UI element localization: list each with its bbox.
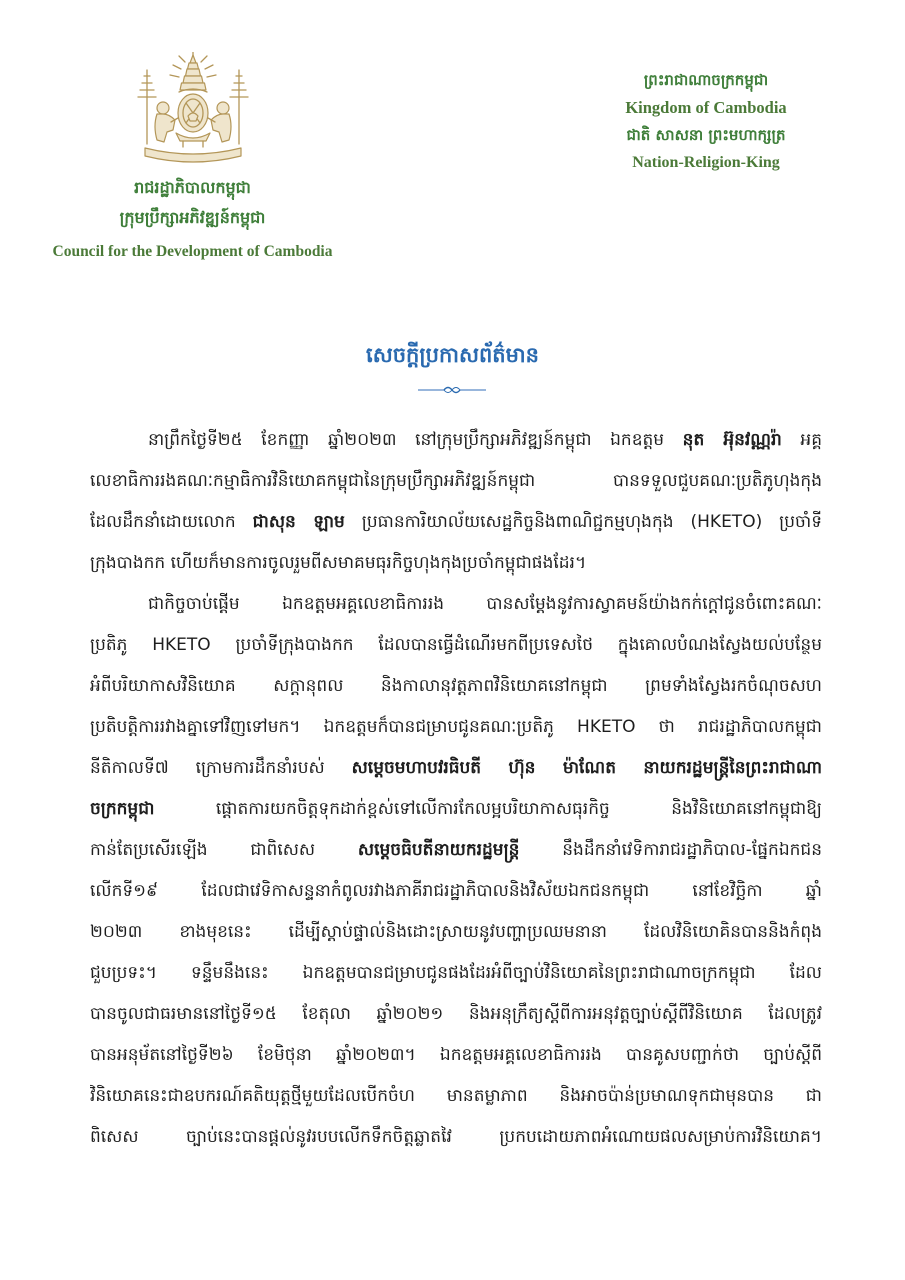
document-title: សេចក្តីប្រកាសព័ត៌មាន — [366, 343, 539, 367]
official-name-bold: នុត អ៊ុនវណ្ណរ៉ា — [682, 430, 782, 450]
national-motto-english: Nation-Religion-King — [632, 154, 780, 171]
title-divider — [416, 383, 488, 397]
body-line — [90, 502, 822, 543]
text-run: ជាកិច្ចចាប់ផ្តើម ឯកឧត្តមអគ្គលេខាធិការរង បានសម្តែងនូវការស្វាគមន៍យ៉ាងកក់ក្តៅជូនចំពោះគណៈ — [148, 594, 822, 614]
text-run: ២០២៣ ខាងមុខនេះ ដើម្បីស្តាប់ផ្ទាល់និងដោះស្រាយនូវបញ្ហាប្រឈមនានា ដែលវិនិយោគិនបាននិងកំពុង — [90, 922, 822, 942]
text-run: ពិសេស ច្បាប់នេះបានផ្តល់នូវរបបលើកទឹកចិត្តឆ្លាតវៃ ប្រកបដោយភាពអំណោយផលសម្រាប់ការវិនិយោគ។ — [90, 1127, 822, 1147]
text-run: នឹងដឹកនាំវេទិការាជរដ្ឋាភិបាល-ផ្នែកឯកជន — [519, 840, 822, 860]
official-name-bold: សម្តេចធិបតីនាយករដ្ឋមន្ត្រី — [357, 840, 520, 860]
text-run: កាន់តែប្រសើរឡើង ជាពិសេស — [90, 840, 358, 860]
official-name-bold: ជាសុន ឡាម — [252, 512, 345, 532]
kingdom-name-khmer: ព្រះរាជាណាចក្រកម្ពុជា — [643, 71, 769, 89]
emblem-shield — [178, 94, 208, 132]
paragraph-1 — [90, 420, 822, 584]
body-line — [90, 748, 822, 789]
body-line — [90, 953, 822, 994]
body-line — [90, 789, 822, 830]
national-motto-khmer: ជាតិ សាសនា ព្រះមហាក្សត្រ — [626, 126, 786, 144]
cambodia-coat-of-arms-icon — [133, 52, 253, 167]
official-name-bold: សម្តេចមហាបវរធិបតី ហ៊ុន ម៉ាណែត នាយករដ្ឋមន្ត្រីនៃព្រះរាជាណា — [351, 758, 822, 778]
body-line — [90, 625, 822, 666]
text-run: វិនិយោគនេះជាឧបករណ៍គតិយុត្តថ្មីមួយដែលបើកចំហ មានតម្លាភាព និងអាចប៉ាន់ប្រមាណទុកជាមុនបាន ជា — [90, 1086, 822, 1106]
text-run: ប្រតិភូ HKETO ប្រចាំទីក្រុងបាងកក ដែលបានធ្វើដំណើរមកពីប្រទេសថៃ ក្នុងគោលបំណងស្វែងយល់បន្ថែម — [90, 635, 822, 655]
text-run: ដែលដឹកនាំដោយលោក — [90, 512, 253, 532]
text-run: ជួបប្រទះ។ ទន្ទឹមនឹងនេះ ឯកឧត្តមបានជម្រាបជូនផងដែរអំពីច្បាប់វិនិយោគនៃព្រះរាជាណាចក្រកម្ពុជា ដែល — [90, 963, 822, 983]
text-run: នីតិកាលទី៧ ក្រោមការដឹកនាំរបស់ — [90, 758, 352, 778]
text-run: ក្រុងបាងកក ហើយក៏មានការចូលរួមពីសមាគមធុរកិច្ចហុងកុងប្រចាំកម្ពុជាផងដែរ។ — [90, 553, 587, 573]
emblem-parasol-right — [230, 70, 248, 144]
text-run: ប្រធានការិយាល័យសេដ្ឋកិច្ចនិងពាណិជ្ជកម្មហុងកុង (HKETO) ប្រចាំទី — [344, 512, 822, 532]
emblem-lion-left — [155, 102, 178, 142]
text-run: បានចូលជាធរមាននៅថ្ងៃទី១៥ ខែតុលា ឆ្នាំ២០២១ និងអនុក្រឹត្យស្តីពីការអនុវត្តច្បាប់ស្តីពីវិនិយោគ ដែលត្រូវ — [90, 1004, 822, 1024]
body-line — [90, 461, 822, 502]
emblem-parasol-left — [138, 70, 156, 144]
body-line — [90, 830, 822, 871]
text-run: ប្រតិបត្តិការរវាងគ្នាទៅវិញទៅមក។ ឯកឧត្តមក៏បានជម្រាបជូនគណៈប្រតិភូ HKETO ថា រាជរដ្ឋាភិបាលកម្ពុជា — [90, 717, 822, 737]
emblem-ribbon — [145, 148, 241, 162]
paragraph-2 — [90, 584, 822, 1158]
government-name-khmer: រាជរដ្ឋាភិបាលកម្ពុជា — [134, 178, 251, 197]
ornament-divider-icon — [416, 383, 488, 397]
council-name-english: Council for the Development of Cambodia — [52, 243, 333, 260]
body-line — [90, 994, 822, 1035]
body-line — [90, 543, 822, 584]
text-run: ផ្តោតការយកចិត្តទុកដាក់ខ្ពស់ទៅលើការកែលម្អបរិយាកាសធុរកិច្ច និងវិនិយោគនៅកម្ពុជាឱ្យ — [154, 799, 822, 819]
text-run: លើកទី១៩ ដែលជាវេទិកាសន្ទនាកំពូលរវាងភាគីរាជរដ្ឋាភិបាលនិងវិស័យឯកជនកម្ពុជា នៅខែវិច្ឆិកា ឆ្នាំ — [90, 881, 822, 901]
kingdom-name-english: Kingdom of Cambodia — [625, 98, 787, 117]
document-body — [90, 420, 822, 1158]
emblem-lion-right — [208, 102, 231, 142]
body-line — [90, 1117, 822, 1158]
body-line — [90, 871, 822, 912]
council-name-khmer: ក្រុមប្រឹក្សាអភិវឌ្ឍន៍កម្ពុជា — [119, 208, 266, 227]
body-line — [90, 1076, 822, 1117]
text-run: នាព្រឹកថ្ងៃទី២៥ ខែកញ្ញា ឆ្នាំ២០២៣ នៅក្រុមប្រឹក្សាអភិវឌ្ឍន៍កម្ពុជា ឯកឧត្តម — [148, 430, 683, 450]
body-line — [90, 420, 822, 461]
text-run: លេខាធិការរងគណៈកម្មាធិការវិនិយោគកម្ពុជានៃក្រុមប្រឹក្សាអភិវឌ្ឍន៍កម្ពុជា បានទទួលជួបគណៈប្រតិភូហុងកុង — [90, 471, 822, 491]
body-line — [90, 912, 822, 953]
official-name-bold: ចក្រកម្ពុជា — [90, 799, 155, 819]
text-run: បានអនុម័តនៅថ្ងៃទី២៦ ខែមិថុនា ឆ្នាំ២០២៣។ ឯកឧត្តមអគ្គលេខាធិការរង បានគូសបញ្ជាក់ថា ច្បាប់ស្តីពី — [90, 1045, 822, 1065]
coat-of-arms-emblem — [133, 52, 253, 167]
text-run: អគ្គ — [781, 430, 822, 450]
emblem-pedestal — [176, 133, 210, 147]
body-line — [90, 666, 822, 707]
text-run: អំពីបរិយាកាសវិនិយោគ សក្តានុពល និងកាលានុវត្តភាពវិនិយោគនៅកម្ពុជា ព្រមទាំងស្វែងរកចំណុចសហ — [90, 676, 822, 696]
body-line — [90, 584, 822, 625]
body-line — [90, 707, 822, 748]
body-line — [90, 1035, 822, 1076]
